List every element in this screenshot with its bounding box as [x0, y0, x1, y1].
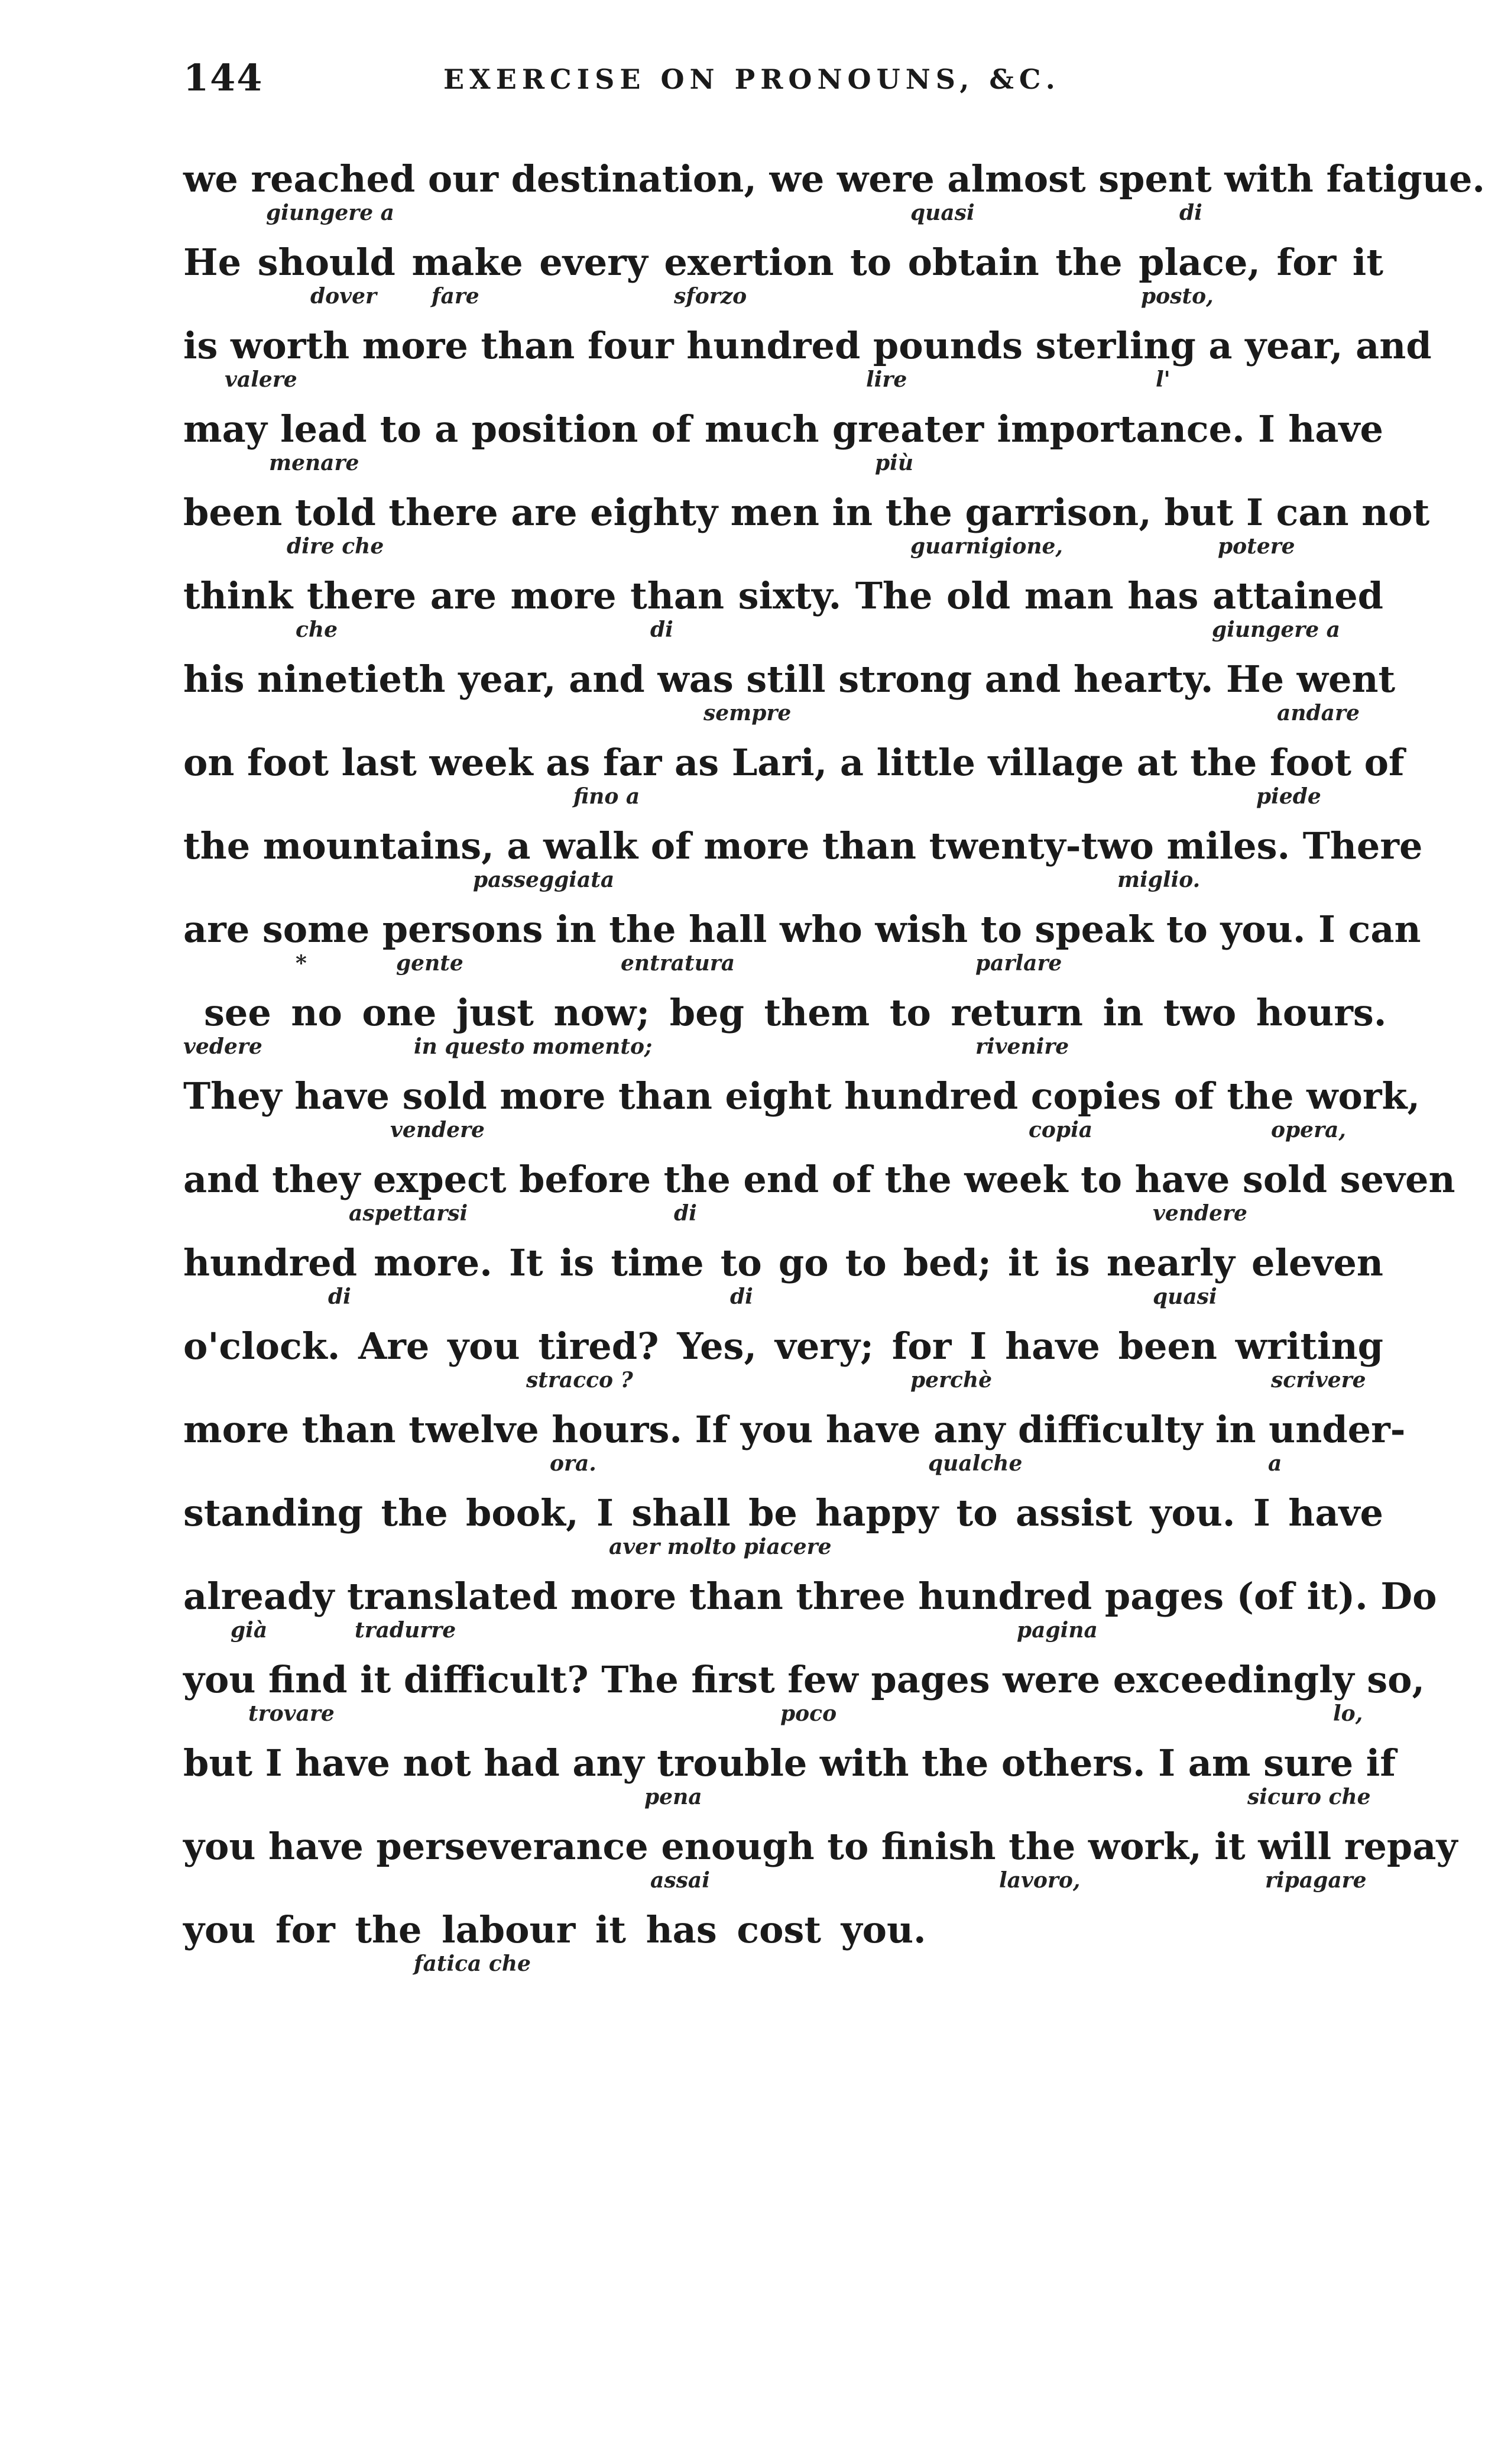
gloss: ripagare [1265, 1868, 1367, 1893]
gloss: poco [780, 1701, 837, 1726]
gloss: * [296, 951, 307, 976]
gloss: di [1179, 200, 1202, 225]
gloss: lo, [1333, 1701, 1363, 1726]
text-line [183, 908, 1421, 995]
text-line [183, 157, 1485, 244]
line-text: are some persons in the hall who wish to speak to you. I can [183, 908, 1421, 951]
gloss: l' [1156, 367, 1170, 392]
gloss: fino a [573, 784, 640, 809]
gloss: potere [1218, 534, 1295, 559]
gloss: a [1268, 1451, 1282, 1476]
line-text: already translated more than three hundred pages (of it). Do [183, 1575, 1437, 1618]
text-line [183, 1908, 1383, 1995]
gloss: stracco ? [526, 1368, 633, 1393]
text-line [183, 1575, 1437, 1662]
page-number: 144 [183, 56, 264, 99]
gloss: che [296, 617, 338, 642]
gloss: sempre [703, 701, 792, 726]
gloss: quasi [1153, 1284, 1217, 1309]
text-line [183, 658, 1396, 744]
gloss: fatica che [414, 1951, 531, 1976]
line-text: you have perseverance enough to finish the work, it will repay [183, 1825, 1458, 1868]
text-line [183, 1074, 1421, 1161]
gloss: di [650, 617, 673, 642]
gloss: di [328, 1284, 351, 1309]
running-head: EXERCISE ON PRONOUNS, &C. [443, 63, 1061, 95]
gloss: ora. [550, 1451, 596, 1476]
gloss: parlare [975, 951, 1062, 976]
text-line [183, 824, 1423, 911]
text-line [183, 1658, 1425, 1745]
gloss: passeggiata [473, 867, 615, 892]
gloss: di [674, 1201, 697, 1226]
text-line [183, 491, 1430, 578]
text-line [183, 1158, 1455, 1245]
gloss: vedere [183, 1034, 262, 1059]
line-text: see no one just now; beg them to return in two hours. [204, 991, 1387, 1034]
gloss: sicuro che [1247, 1785, 1371, 1809]
gloss: dire che [287, 534, 384, 559]
gloss: entratura [621, 951, 735, 976]
gloss: guarnigione, [910, 534, 1063, 559]
gloss: giungere a [1212, 617, 1341, 642]
gloss: aspettarsi [349, 1201, 468, 1226]
gloss: miglio. [1117, 867, 1201, 892]
text-line [183, 407, 1383, 494]
line-text: the mountains, a walk of more than twenty-two miles. There [183, 824, 1423, 867]
gloss: trovare [248, 1701, 335, 1726]
text-line [183, 241, 1383, 328]
gloss: pena [644, 1785, 702, 1809]
text-line [183, 741, 1405, 828]
line-text: we reached our destination, we were almost spent with fatigue. [183, 157, 1485, 200]
line-text: his ninetieth year, and was still strong and hearty. He went [183, 658, 1396, 701]
gloss: fare [432, 284, 479, 309]
line-text: you find it difficult? The first few pages were exceedingly so, [183, 1658, 1425, 1701]
gloss: più [875, 451, 914, 475]
line-text: may lead to a position of much greater importance. I have [183, 407, 1383, 451]
gloss: già [231, 1618, 268, 1643]
text-line [183, 1325, 1383, 1411]
text-line [183, 1491, 1383, 1578]
exercise-text [183, 157, 1485, 1995]
line-text: hundred more. It is time to go to bed; it is nearly eleven [183, 1241, 1383, 1284]
gloss: lavoro, [999, 1868, 1081, 1893]
gloss: pagina [1017, 1618, 1098, 1643]
gloss: sforzo [674, 284, 747, 309]
line-text: They have sold more than eight hundred copies of the work, [183, 1074, 1421, 1118]
gloss: posto, [1141, 284, 1214, 309]
line-text: more than twelve hours. If you have any difficulty in under- [183, 1408, 1406, 1451]
line-text: He should make every exertion to obtain the place, for it [183, 241, 1383, 284]
line-text: you for the labour it has cost you. [183, 1908, 926, 1951]
gloss: opera, [1271, 1118, 1346, 1142]
gloss: giungere a [266, 200, 395, 225]
text-line [183, 324, 1432, 411]
gloss: in questo momento; [414, 1034, 653, 1059]
line-text: is worth more than four hundred pounds sterling a year, and [183, 324, 1432, 367]
gloss: copia [1029, 1118, 1093, 1142]
page-header [183, 56, 1377, 109]
line-text: and they expect before the end of the week to have sold seven [183, 1158, 1455, 1201]
gloss: andare [1277, 701, 1360, 726]
gloss: valere [225, 367, 297, 392]
gloss: menare [269, 451, 359, 475]
line-text: but I have not had any trouble with the others. I am sure if [183, 1741, 1396, 1785]
line-text: on foot last week as far as Lari, a little village at the foot of [183, 741, 1405, 784]
text-line [183, 991, 1387, 1078]
text-line [183, 1408, 1406, 1495]
gloss: piede [1256, 784, 1321, 809]
line-text: think there are more than sixty. The old man has attained [183, 574, 1383, 617]
text-line [183, 574, 1383, 661]
gloss: perchè [910, 1368, 993, 1393]
gloss: qualche [928, 1451, 1023, 1476]
gloss: gente [396, 951, 463, 976]
text-line [183, 1741, 1396, 1828]
line-text: standing the book, I shall be happy to assist you. I have [183, 1491, 1383, 1534]
gloss: vendere [390, 1118, 485, 1142]
gloss: quasi [910, 200, 975, 225]
gloss: aver molto piacere [609, 1534, 832, 1559]
line-text: o'clock. Are you tired? Yes, very; for I have been writing [183, 1325, 1383, 1368]
gloss: rivenire [975, 1034, 1069, 1059]
gloss: dover [310, 284, 377, 309]
gloss: lire [866, 367, 907, 392]
gloss: scrivere [1271, 1368, 1366, 1393]
line-text: been told there are eighty men in the garrison, but I can not [183, 491, 1430, 534]
gloss: di [730, 1284, 753, 1309]
gloss: assai [650, 1868, 710, 1893]
text-line [183, 1825, 1458, 1912]
gloss: vendere [1153, 1201, 1247, 1226]
gloss: tradurre [355, 1618, 456, 1643]
text-line [183, 1241, 1383, 1328]
